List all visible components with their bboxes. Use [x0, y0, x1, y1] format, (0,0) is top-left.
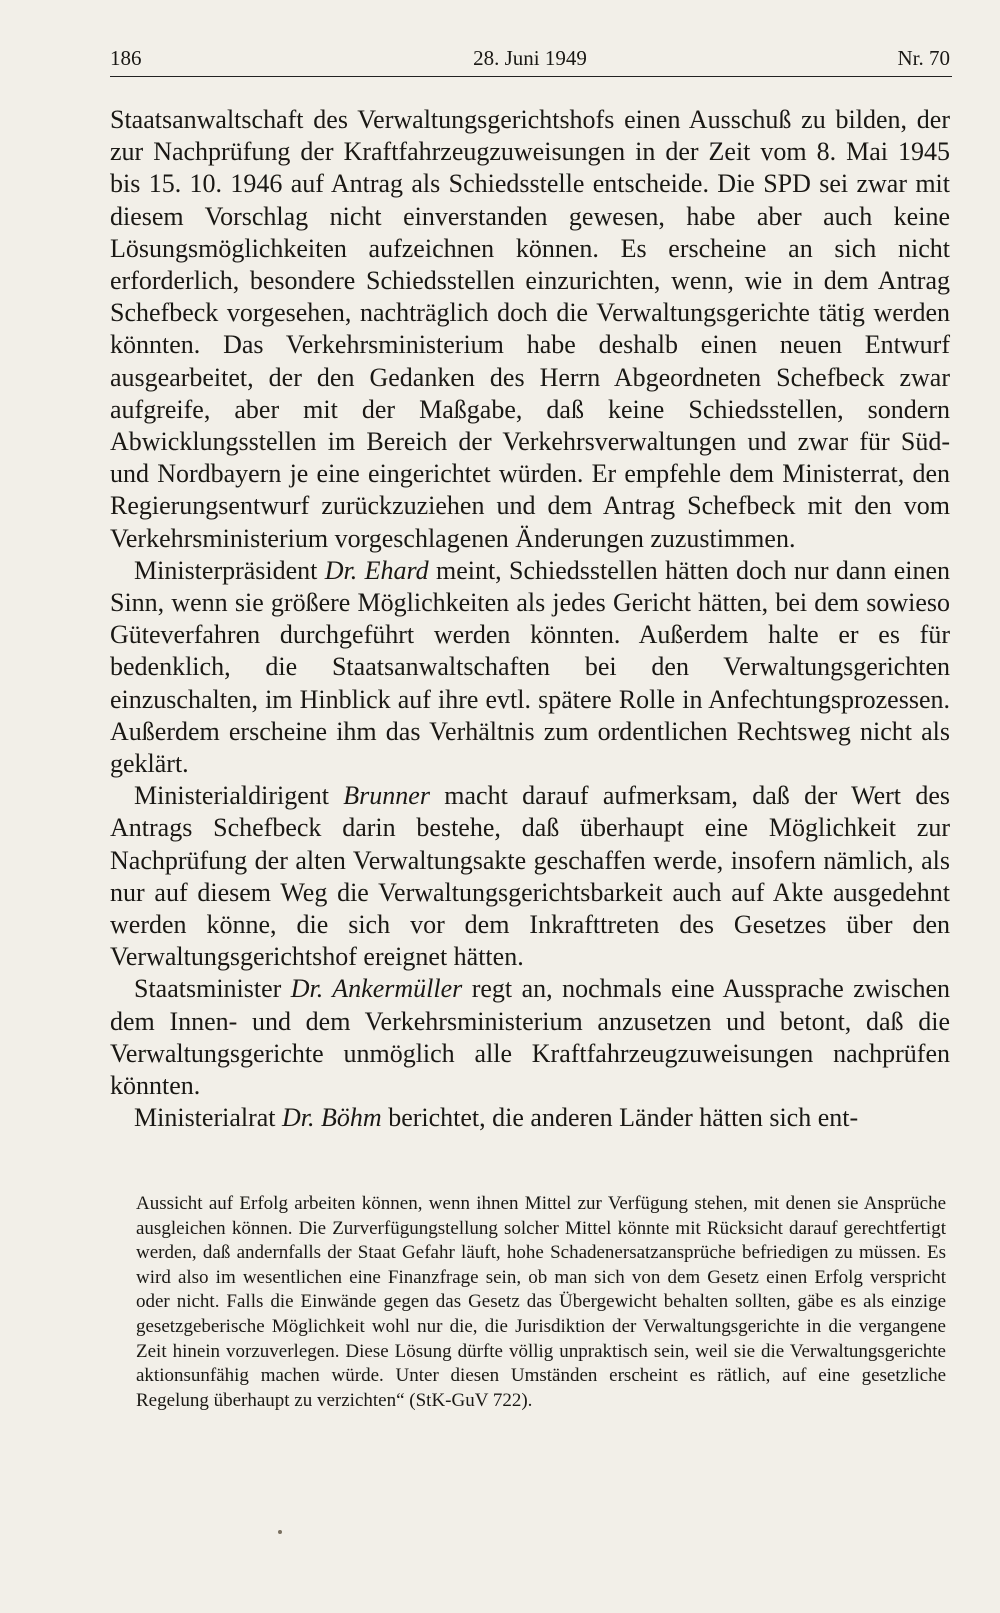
speaker-boehm: Dr. Böhm	[282, 1103, 382, 1133]
speaker-ehard: Dr. Ehard	[324, 555, 429, 585]
main-text	[110, 104, 950, 1135]
speaker-brunner: Brunner	[343, 781, 430, 811]
paragraph-5-lead: Ministerialrat	[134, 1103, 283, 1133]
header-date: 28. Juni 1949	[473, 46, 587, 70]
paragraph-4-lead: Staatsminister	[134, 974, 291, 1004]
footnote	[136, 1192, 946, 1413]
page-number: 186	[110, 46, 142, 70]
paragraph-2-text: meint, Schiedsstellen hätten doch nur dann einen Sinn, wenn sie größere Möglichkeiten als jedes Gericht hätten, bei dem sowieso Güteverfahren durchgeführt werden könnten. Außerdem halte er es für bedenklich, die Staatsanwaltschaften bei den Verwaltungsgerichten einzuschalten, im Hinblick auf ihre evtl. spätere Rolle in Anfechtungsprozessen. Außerdem erscheine ihm das Verhältnis zum ordentlichen Rechtsweg nicht als geklärt.	[110, 555, 950, 779]
header-rule	[110, 76, 952, 77]
paragraph-5-text: berichtet, die anderen Länder hätten sich ent-	[381, 1103, 859, 1133]
paragraph-3-text: macht darauf aufmerksam, daß der Wert des Antrags Schefbeck darin bestehe, daß überhaupt eine Möglichkeit zur Nachprüfung der alten Verwaltungsakte geschaffen werde, insofern nämlich, als nur auf diesem Weg die Verwaltungsgerichtsbarkeit auch auf Akte ausgedehnt werden könne, die sich vor dem Inkrafttreten des Gesetzes über den Verwaltungsgerichtshof ereignet hätten.	[110, 781, 950, 972]
issue-number: Nr. 70	[897, 46, 950, 70]
paragraph-1: Staatsanwaltschaft des Verwaltungsgerichtshofs einen Ausschuß zu bilden, der zur Nachprüfung der Kraftfahrzeugzuweisungen in der Zeit vom 8. Mai 1945 bis 15. 10. 1946 auf Antrag als Schiedsstelle entscheide. Die SPD sei zwar mit diesem Vorschlag nicht einverstanden gewesen, habe aber auch keine Lösungsmöglichkeiten aufzeichnen können. Es erscheine an sich nicht erforderlich, besondere Schiedsstellen einzurichten, wenn, wie in dem Antrag Schefbeck vorgesehen, nachträglich doch die Verwaltungsgerichte tätig werden könnten. Das Verkehrsministerium habe deshalb einen neuen Entwurf ausgearbeitet, der den Gedanken des Herrn Abgeordneten Schefbeck zwar aufgreife, aber mit der Maßgabe, daß keine Schiedsstellen, sondern Abwicklungsstellen im Bereich der Verkehrsverwaltungen und zwar für Süd- und Nordbayern je eine eingerichtet würden. Er empfehle dem Ministerrat, den Regierungsentwurf zurückzuziehen und dem Antrag Schefbeck mit den vom Verkehrsministerium vorgeschlagenen Änderungen zuzustimmen.	[110, 105, 950, 553]
paragraph-4-text: regt an, nochmals eine Aussprache zwischen dem Innen- und dem Verkehrsministerium anzusetzen und betont, daß die Verwaltungsgerichte unmöglich alle Kraftfahrzeugzuweisungen nachprüfen könnten.	[110, 974, 950, 1101]
paragraph-4	[110, 973, 950, 1102]
footnote-text: Aussicht auf Erfolg arbeiten können, wenn ihnen Mittel zur Verfügung stehen, mit denen sie Ansprüche ausgleichen können. Die Zurverfügungstellung solcher Mittel könnte mit Rücksicht darauf gerechtfertigt werden, daß andernfalls der Staat Gefahr läuft, hohe Schadenersatzansprüche befriedigen zu müssen. Es wird also im wesentlichen eine Finanzfrage sein, ob man sich von dem Gesetz einen Erfolg verspricht oder nicht. Falls die Einwände gegen das Gesetz das Übergewicht behalten sollten, gäbe es als einzige gesetzgeberische Möglichkeit wohl nur die, die Jurisdiktion der Verwaltungsgerichte in die vergangene Zeit hinein vorzuverlegen. Diese Lösung dürfte völlig unpraktisch sein, weil sie die Verwaltungsgerichte aktionsunfähig machen würde. Unter diesen Umständen erscheint es rätlich, auf eine gesetzliche Regelung überhaupt zu verzichten“ (StK-GuV 722).	[136, 1193, 946, 1411]
paragraph-2	[110, 555, 950, 780]
paragraph-5	[110, 1102, 950, 1134]
running-header	[110, 42, 950, 76]
paragraph-2-lead: Ministerpräsident	[134, 555, 325, 585]
speaker-ankermueller: Dr. Ankermüller	[290, 974, 463, 1004]
paragraph-3-lead: Ministerialdirigent	[134, 781, 344, 811]
paragraph-3	[110, 780, 950, 973]
print-speck	[278, 1530, 282, 1534]
